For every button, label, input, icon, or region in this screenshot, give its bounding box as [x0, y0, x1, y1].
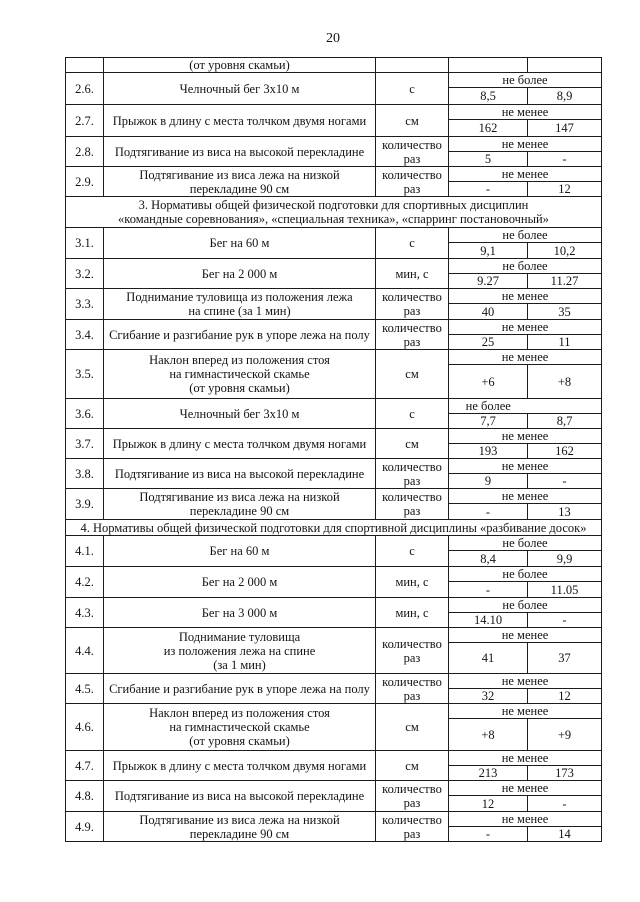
norm-row — [66, 228, 602, 243]
unit-line: см — [405, 113, 419, 128]
unit-line: с — [409, 544, 415, 558]
exercise-name-line: Наклон вперед из положения стоя — [149, 706, 330, 720]
value-second: +9 — [528, 719, 602, 751]
exercise-name-line: Подтягивание из виса на высокой перекладине — [114, 144, 365, 159]
unit-line: раз — [403, 304, 421, 318]
exercise-name-line: Сгибание и разгибание рук в упоре лежа на полу — [109, 681, 370, 696]
exercise-name — [104, 320, 376, 350]
unit-line: количество — [382, 636, 442, 651]
exercise-name-line: Поднимание туловища из положения лежа — [126, 290, 353, 304]
row-number: 2.7. — [66, 105, 104, 137]
unit-line: количество — [382, 812, 442, 827]
continuation-row — [66, 58, 602, 73]
unit-of-measure — [376, 137, 449, 167]
norm-row — [66, 751, 602, 766]
criterion: не более — [449, 399, 528, 414]
exercise-name-line: (за 1 мин) — [213, 657, 266, 672]
row-number: 4.9. — [66, 812, 104, 842]
value-second: - — [528, 474, 602, 489]
norm-row — [66, 350, 602, 365]
value-first: 9.27 — [449, 274, 528, 289]
norm-row — [66, 567, 602, 582]
value-first: - — [449, 827, 528, 842]
norm-row — [66, 259, 602, 274]
norm-row — [66, 105, 602, 120]
unit-of-measure — [376, 781, 449, 812]
unit-line: мин, с — [395, 575, 429, 589]
criterion: не менее — [449, 489, 602, 504]
exercise-name-line: перекладине 90 см — [189, 826, 290, 841]
value-second: +8 — [528, 365, 602, 399]
norm-row — [66, 598, 602, 613]
value-second: 13 — [528, 504, 602, 520]
criterion: не менее — [449, 628, 602, 643]
section-title-line: «командные соревнования», «специальная техника», «спарринг постановочный» — [118, 212, 549, 226]
unit-line: см — [405, 436, 419, 451]
value-second: 9,9 — [528, 551, 602, 567]
continuation-value-cell — [528, 58, 602, 73]
row-number: 4.6. — [66, 704, 104, 751]
value-first: 32 — [449, 689, 528, 704]
unit-of-measure — [376, 812, 449, 842]
unit-line: количество — [382, 490, 442, 504]
norm-row — [66, 137, 602, 152]
exercise-name-line: (от уровня скамьи) — [189, 734, 290, 748]
exercise-name-line: Подтягивание из виса лежа на низкой — [139, 167, 340, 182]
exercise-name-line: перекладине 90 см — [189, 181, 290, 196]
exercise-name — [104, 459, 376, 489]
value-first: 9,1 — [449, 243, 528, 259]
exercise-name-line: Прыжок в длину с места толчком двумя ногами — [112, 113, 367, 128]
exercise-name-line: Бег на 2 000 м — [201, 575, 278, 589]
row-number: 3.2. — [66, 259, 104, 289]
unit-of-measure — [376, 459, 449, 489]
page-number: 20 — [326, 31, 340, 46]
exercise-name-line: из положения лежа на спине — [163, 643, 316, 658]
unit-line: с — [409, 236, 415, 250]
exercise-name-line: Прыжок в длину с места толчком двумя ногами — [112, 436, 367, 451]
unit-line: раз — [403, 650, 421, 665]
continuation-unit-cell — [376, 58, 449, 73]
unit-of-measure — [376, 73, 449, 105]
exercise-name — [104, 167, 376, 197]
row-number: 4.5. — [66, 674, 104, 704]
exercise-name — [104, 628, 376, 674]
value-first: 12 — [449, 796, 528, 812]
exercise-name-line: Бег на 3 000 м — [201, 605, 278, 620]
exercise-name — [104, 289, 376, 320]
continuation-value-cell — [449, 58, 528, 73]
row-number: 4.8. — [66, 781, 104, 812]
unit-line: количество — [382, 459, 442, 474]
norm-row — [66, 320, 602, 335]
norm-row — [66, 781, 602, 796]
value-second: 14 — [528, 827, 602, 842]
unit-of-measure — [376, 399, 449, 429]
norm-row — [66, 429, 602, 444]
value-second: 35 — [528, 304, 602, 320]
continuation-num-cell — [66, 58, 104, 73]
norm-row — [66, 812, 602, 827]
row-number: 4.2. — [66, 567, 104, 598]
unit-line: раз — [403, 473, 421, 488]
value-second: - — [528, 152, 602, 167]
unit-of-measure — [376, 567, 449, 598]
value-second: 147 — [528, 120, 602, 137]
criterion: не менее — [449, 320, 602, 335]
exercise-name — [104, 536, 376, 567]
unit-line: см — [405, 758, 419, 773]
exercise-name — [104, 751, 376, 781]
row-number: 3.9. — [66, 489, 104, 520]
row-number: 3.1. — [66, 228, 104, 259]
section-header-row — [66, 197, 602, 228]
norm-row — [66, 459, 602, 474]
unit-of-measure — [376, 259, 449, 289]
exercise-name — [104, 812, 376, 842]
unit-of-measure — [376, 429, 449, 459]
value-second: 10,2 — [528, 243, 602, 259]
exercise-name — [104, 399, 376, 429]
exercise-name-line: Челночный бег 3х10 м — [179, 81, 300, 96]
row-number: 4.3. — [66, 598, 104, 628]
exercise-name — [104, 567, 376, 598]
exercise-name-line: Бег на 2 000 м — [201, 266, 278, 281]
unit-line: раз — [403, 151, 421, 166]
exercise-name — [104, 105, 376, 137]
exercise-name — [104, 259, 376, 289]
row-number: 3.7. — [66, 429, 104, 459]
norm-row — [66, 73, 602, 88]
unit-line: количество — [382, 290, 442, 304]
section-4-title: 4. Нормативы общей физической подготовки для спортивной дисциплины «разбивание досок» — [66, 520, 602, 536]
value-first: 5 — [449, 152, 528, 167]
unit-line: количество — [382, 137, 442, 152]
unit-of-measure — [376, 350, 449, 399]
exercise-name — [104, 228, 376, 259]
exercise-name-line: Подтягивание из виса лежа на низкой — [139, 490, 340, 504]
section-header-row — [66, 520, 602, 536]
exercise-name-line: на спине (за 1 мин) — [188, 304, 291, 318]
row-number: 3.8. — [66, 459, 104, 489]
unit-line: см — [405, 720, 419, 734]
value-first: - — [449, 182, 528, 197]
exercise-name-line: Сгибание и разгибание рук в упоре лежа на полу — [109, 327, 370, 342]
exercise-name-line: Наклон вперед из положения стоя — [149, 353, 330, 367]
exercise-name — [104, 781, 376, 812]
unit-of-measure — [376, 489, 449, 520]
value-second: 37 — [528, 643, 602, 674]
unit-of-measure — [376, 536, 449, 567]
value-first: 213 — [449, 766, 528, 781]
continuation-name: (от уровня скамьи) — [104, 58, 376, 73]
value-first: 41 — [449, 643, 528, 674]
exercise-name-line: Подтягивание из виса на высокой перекладине — [114, 466, 365, 481]
unit-of-measure — [376, 228, 449, 259]
value-second: - — [528, 796, 602, 812]
value-first: - — [449, 582, 528, 598]
exercise-name — [104, 489, 376, 520]
section-title-line: 3. Нормативы общей физической подготовки для спортивных дисциплин — [138, 198, 529, 212]
exercise-name — [104, 674, 376, 704]
exercise-name — [104, 137, 376, 167]
criterion-blank-cell — [528, 399, 602, 414]
criterion: не более — [449, 259, 602, 274]
criterion: не более — [449, 536, 602, 551]
unit-line: мин, с — [395, 605, 429, 620]
unit-of-measure — [376, 598, 449, 628]
criterion: не менее — [449, 751, 602, 766]
unit-line: раз — [403, 334, 421, 349]
value-second: 11.27 — [528, 274, 602, 289]
unit-of-measure — [376, 628, 449, 674]
norm-row — [66, 536, 602, 551]
value-second: 11.05 — [528, 582, 602, 598]
row-number: 4.4. — [66, 628, 104, 674]
unit-of-measure — [376, 320, 449, 350]
exercise-name — [104, 429, 376, 459]
exercise-name-line: (от уровня скамьи) — [189, 381, 290, 395]
unit-line: раз — [403, 826, 421, 841]
exercise-name-line: Бег на 60 м — [209, 544, 270, 558]
value-second: 12 — [528, 182, 602, 197]
unit-of-measure — [376, 674, 449, 704]
value-first: 162 — [449, 120, 528, 137]
unit-line: раз — [403, 688, 421, 703]
value-first: 40 — [449, 304, 528, 320]
criterion: не менее — [449, 781, 602, 796]
norm-row — [66, 628, 602, 643]
unit-of-measure — [376, 751, 449, 781]
value-first: 25 — [449, 335, 528, 350]
unit-line: количество — [382, 320, 442, 335]
unit-line: раз — [403, 181, 421, 196]
exercise-name-line: Подтягивание из виса лежа на низкой — [139, 812, 340, 827]
exercise-name-line: Бег на 60 м — [209, 236, 270, 250]
value-first: +6 — [449, 365, 528, 399]
unit-line: раз — [403, 796, 421, 810]
value-second: 8,7 — [528, 414, 602, 429]
exercise-name — [104, 350, 376, 399]
criterion: не менее — [449, 812, 602, 827]
exercise-name-line: Челночный бег 3х10 м — [179, 406, 300, 421]
unit-line: мин, с — [395, 266, 429, 281]
unit-of-measure — [376, 289, 449, 320]
unit-line: количество — [382, 674, 442, 689]
unit-of-measure — [376, 105, 449, 137]
row-number: 4.7. — [66, 751, 104, 781]
value-second: 173 — [528, 766, 602, 781]
value-second: 8,9 — [528, 88, 602, 105]
unit-line: количество — [382, 167, 442, 182]
row-number: 3.6. — [66, 399, 104, 429]
norm-row — [66, 674, 602, 689]
section-3-title — [66, 197, 602, 228]
row-number: 2.8. — [66, 137, 104, 167]
row-number: 2.6. — [66, 73, 104, 105]
row-number: 3.5. — [66, 350, 104, 399]
unit-line: с — [409, 81, 415, 96]
norms-table — [65, 57, 602, 842]
criterion: не менее — [449, 350, 602, 365]
row-number: 3.4. — [66, 320, 104, 350]
value-first: - — [449, 504, 528, 520]
norm-row — [66, 167, 602, 182]
norm-row — [66, 489, 602, 504]
value-first: 193 — [449, 444, 528, 459]
value-first: +8 — [449, 719, 528, 751]
value-first: 14.10 — [449, 613, 528, 628]
exercise-name — [104, 598, 376, 628]
unit-line: раз — [403, 504, 421, 518]
exercise-name-line: Прыжок в длину с места толчком двумя ногами — [112, 758, 367, 773]
value-first: 8,4 — [449, 551, 528, 567]
value-second: - — [528, 613, 602, 628]
value-first: 9 — [449, 474, 528, 489]
row-number: 4.1. — [66, 536, 104, 567]
exercise-name-line: на гимнастической скамье — [169, 720, 310, 734]
exercise-name-line: Поднимание туловища — [178, 629, 301, 644]
norm-row — [66, 289, 602, 304]
value-first: 8,5 — [449, 88, 528, 105]
criterion: не более — [449, 228, 602, 243]
criterion: не менее — [449, 674, 602, 689]
exercise-name — [104, 704, 376, 751]
criterion: не более — [449, 73, 602, 88]
exercise-name — [104, 73, 376, 105]
criterion: не более — [449, 598, 602, 613]
unit-line: см — [405, 367, 419, 381]
criterion: не менее — [449, 105, 602, 120]
norm-row — [66, 704, 602, 719]
norm-row — [66, 399, 602, 414]
criterion: не менее — [449, 429, 602, 444]
row-number: 3.3. — [66, 289, 104, 320]
unit-of-measure — [376, 704, 449, 751]
criterion: не более — [449, 567, 602, 582]
criterion: не менее — [449, 459, 602, 474]
value-second: 162 — [528, 444, 602, 459]
exercise-name-line: перекладине 90 см — [189, 504, 290, 518]
criterion: не менее — [449, 704, 602, 719]
criterion: не менее — [449, 289, 602, 304]
unit-line: с — [409, 406, 415, 421]
criterion: не менее — [449, 167, 602, 182]
unit-of-measure — [376, 167, 449, 197]
value-first: 7,7 — [449, 414, 528, 429]
value-second: 11 — [528, 335, 602, 350]
exercise-name-line: Подтягивание из виса на высокой перекладине — [114, 789, 365, 803]
row-number: 2.9. — [66, 167, 104, 197]
criterion: не менее — [449, 137, 602, 152]
exercise-name-line: на гимнастической скамье — [169, 367, 310, 381]
value-second: 12 — [528, 689, 602, 704]
unit-line: количество — [382, 782, 442, 796]
